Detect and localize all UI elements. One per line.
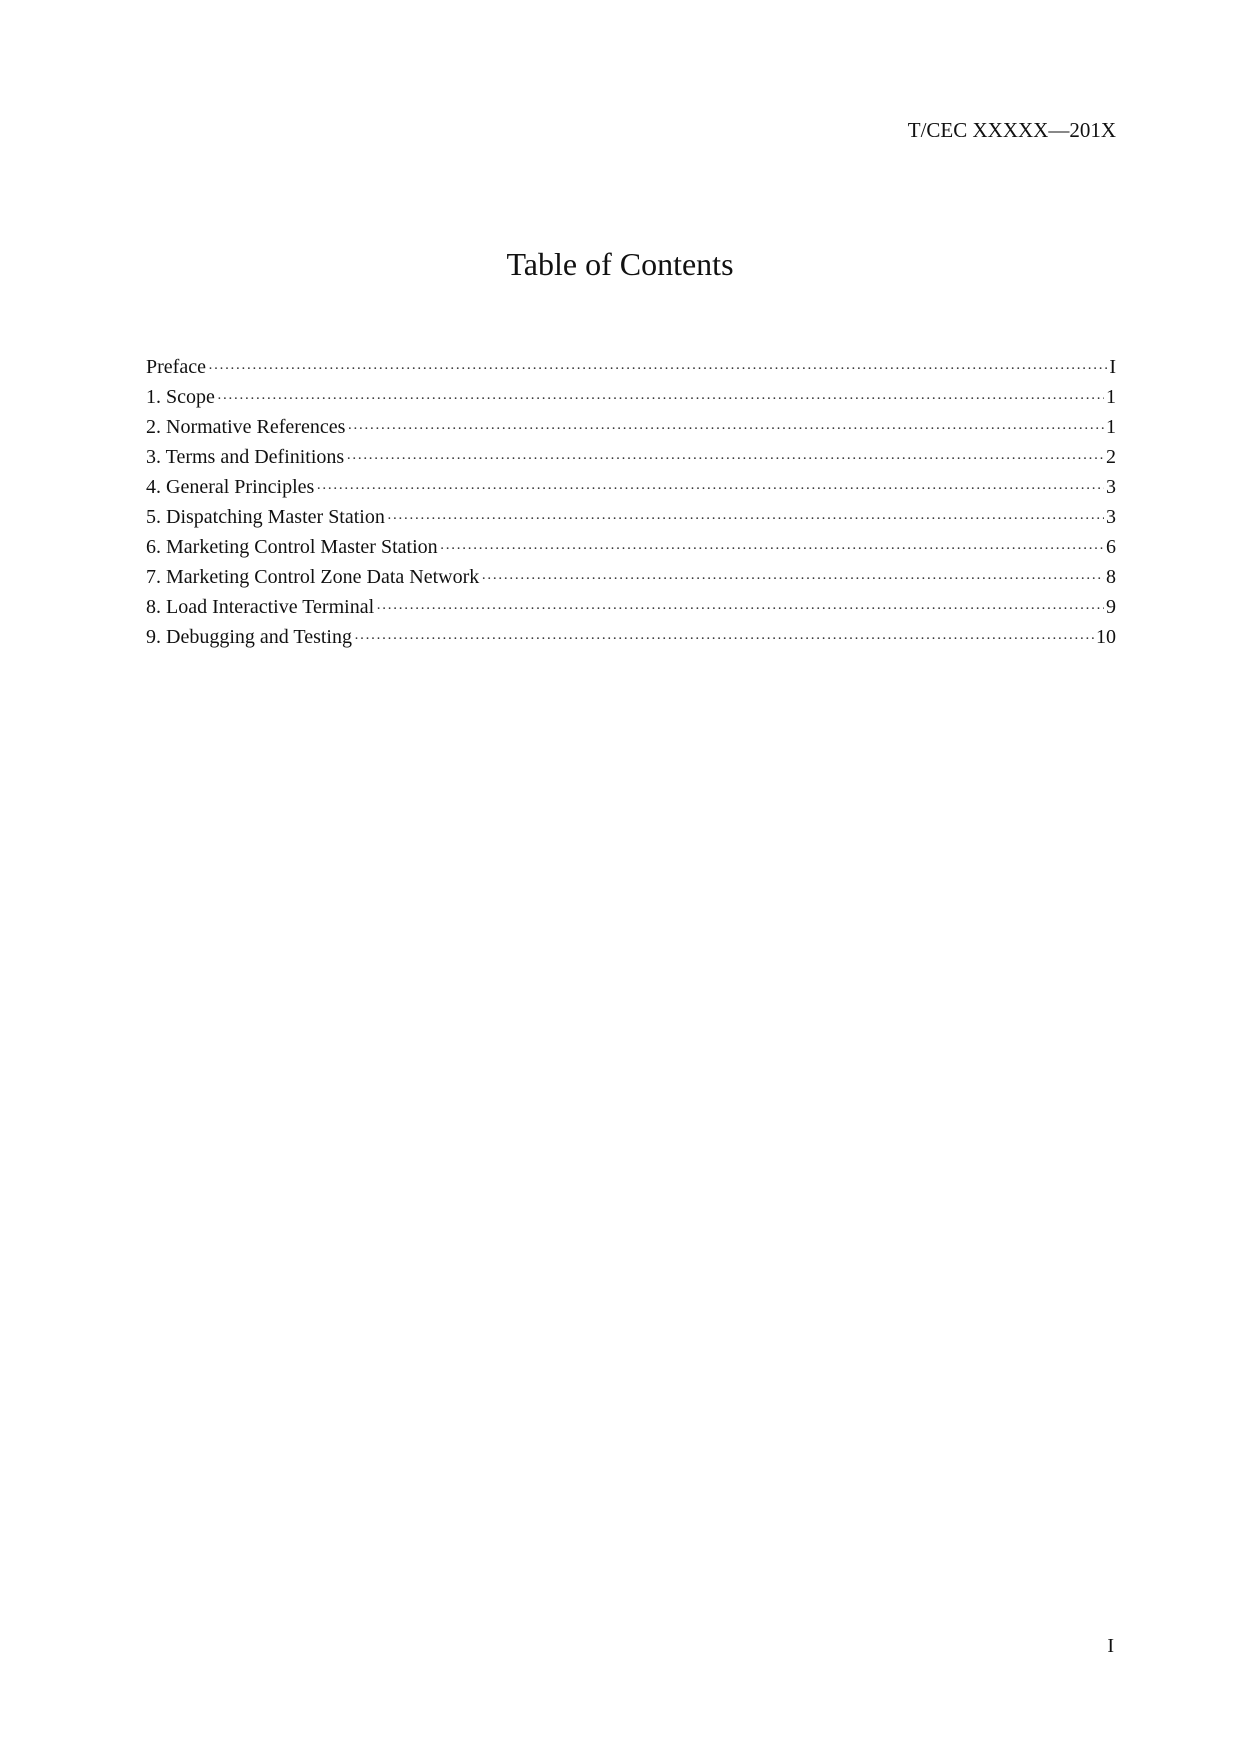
toc-entry-normative-references[interactable] (146, 412, 1116, 442)
toc-dot-leader (440, 532, 1104, 562)
toc-title: Table of Contents (506, 246, 734, 282)
toc-entry-page: 1 (1106, 416, 1116, 438)
toc-entry-load-interactive-terminal[interactable] (146, 592, 1116, 622)
toc-entry-scope[interactable] (146, 382, 1116, 412)
toc-entry-label: 3. Terms and Definitions (146, 446, 345, 468)
toc-dot-leader (481, 562, 1104, 592)
toc-entry-label: 7. Marketing Control Zone Data Network (146, 566, 480, 588)
toc-list (146, 352, 1116, 652)
toc-entry-page: 9 (1106, 596, 1116, 618)
toc-entry-label: 8. Load Interactive Terminal (146, 596, 375, 618)
toc-entry-marketing-control-master-station[interactable] (146, 532, 1116, 562)
toc-dot-leader (347, 412, 1104, 442)
toc-entry-label: 2. Normative References (146, 416, 346, 438)
toc-entry-terms-and-definitions[interactable] (146, 442, 1116, 472)
toc-entry-debugging-and-testing[interactable] (146, 622, 1116, 652)
toc-entry-label: 6. Marketing Control Master Station (146, 536, 438, 558)
toc-entry-label: 9. Debugging and Testing (146, 626, 352, 648)
toc-entry-label: 1. Scope (146, 386, 215, 408)
toc-entry-page: 8 (1106, 566, 1116, 588)
toc-entry-page: I (1109, 356, 1116, 378)
toc-entry-page: 3 (1106, 476, 1116, 498)
toc-entry-page: 10 (1096, 626, 1116, 648)
toc-dot-leader (354, 622, 1094, 652)
toc-entry-dispatching-master-station[interactable] (146, 502, 1116, 532)
toc-dot-leader (316, 472, 1104, 502)
toc-entry-page: 3 (1106, 506, 1116, 528)
toc-entry-page: 6 (1106, 536, 1116, 558)
toc-entry-label: 5. Dispatching Master Station (146, 506, 385, 528)
toc-entry-label: Preface (146, 356, 206, 378)
toc-entry-preface[interactable] (146, 352, 1116, 382)
toc-entry-page: 1 (1106, 386, 1116, 408)
toc-dot-leader (208, 352, 1107, 382)
toc-entry-marketing-control-zone-data-network[interactable] (146, 562, 1116, 592)
toc-dot-leader (387, 502, 1104, 532)
toc-dot-leader (346, 442, 1104, 472)
page-number: I (1107, 1635, 1114, 1657)
toc-entry-general-principles[interactable] (146, 472, 1116, 502)
document-code: T/CEC XXXXX—201X (907, 118, 1116, 142)
toc-dot-leader (217, 382, 1104, 412)
toc-entry-page: 2 (1106, 446, 1116, 468)
toc-entry-label: 4. General Principles (146, 476, 315, 498)
toc-dot-leader (376, 592, 1104, 622)
